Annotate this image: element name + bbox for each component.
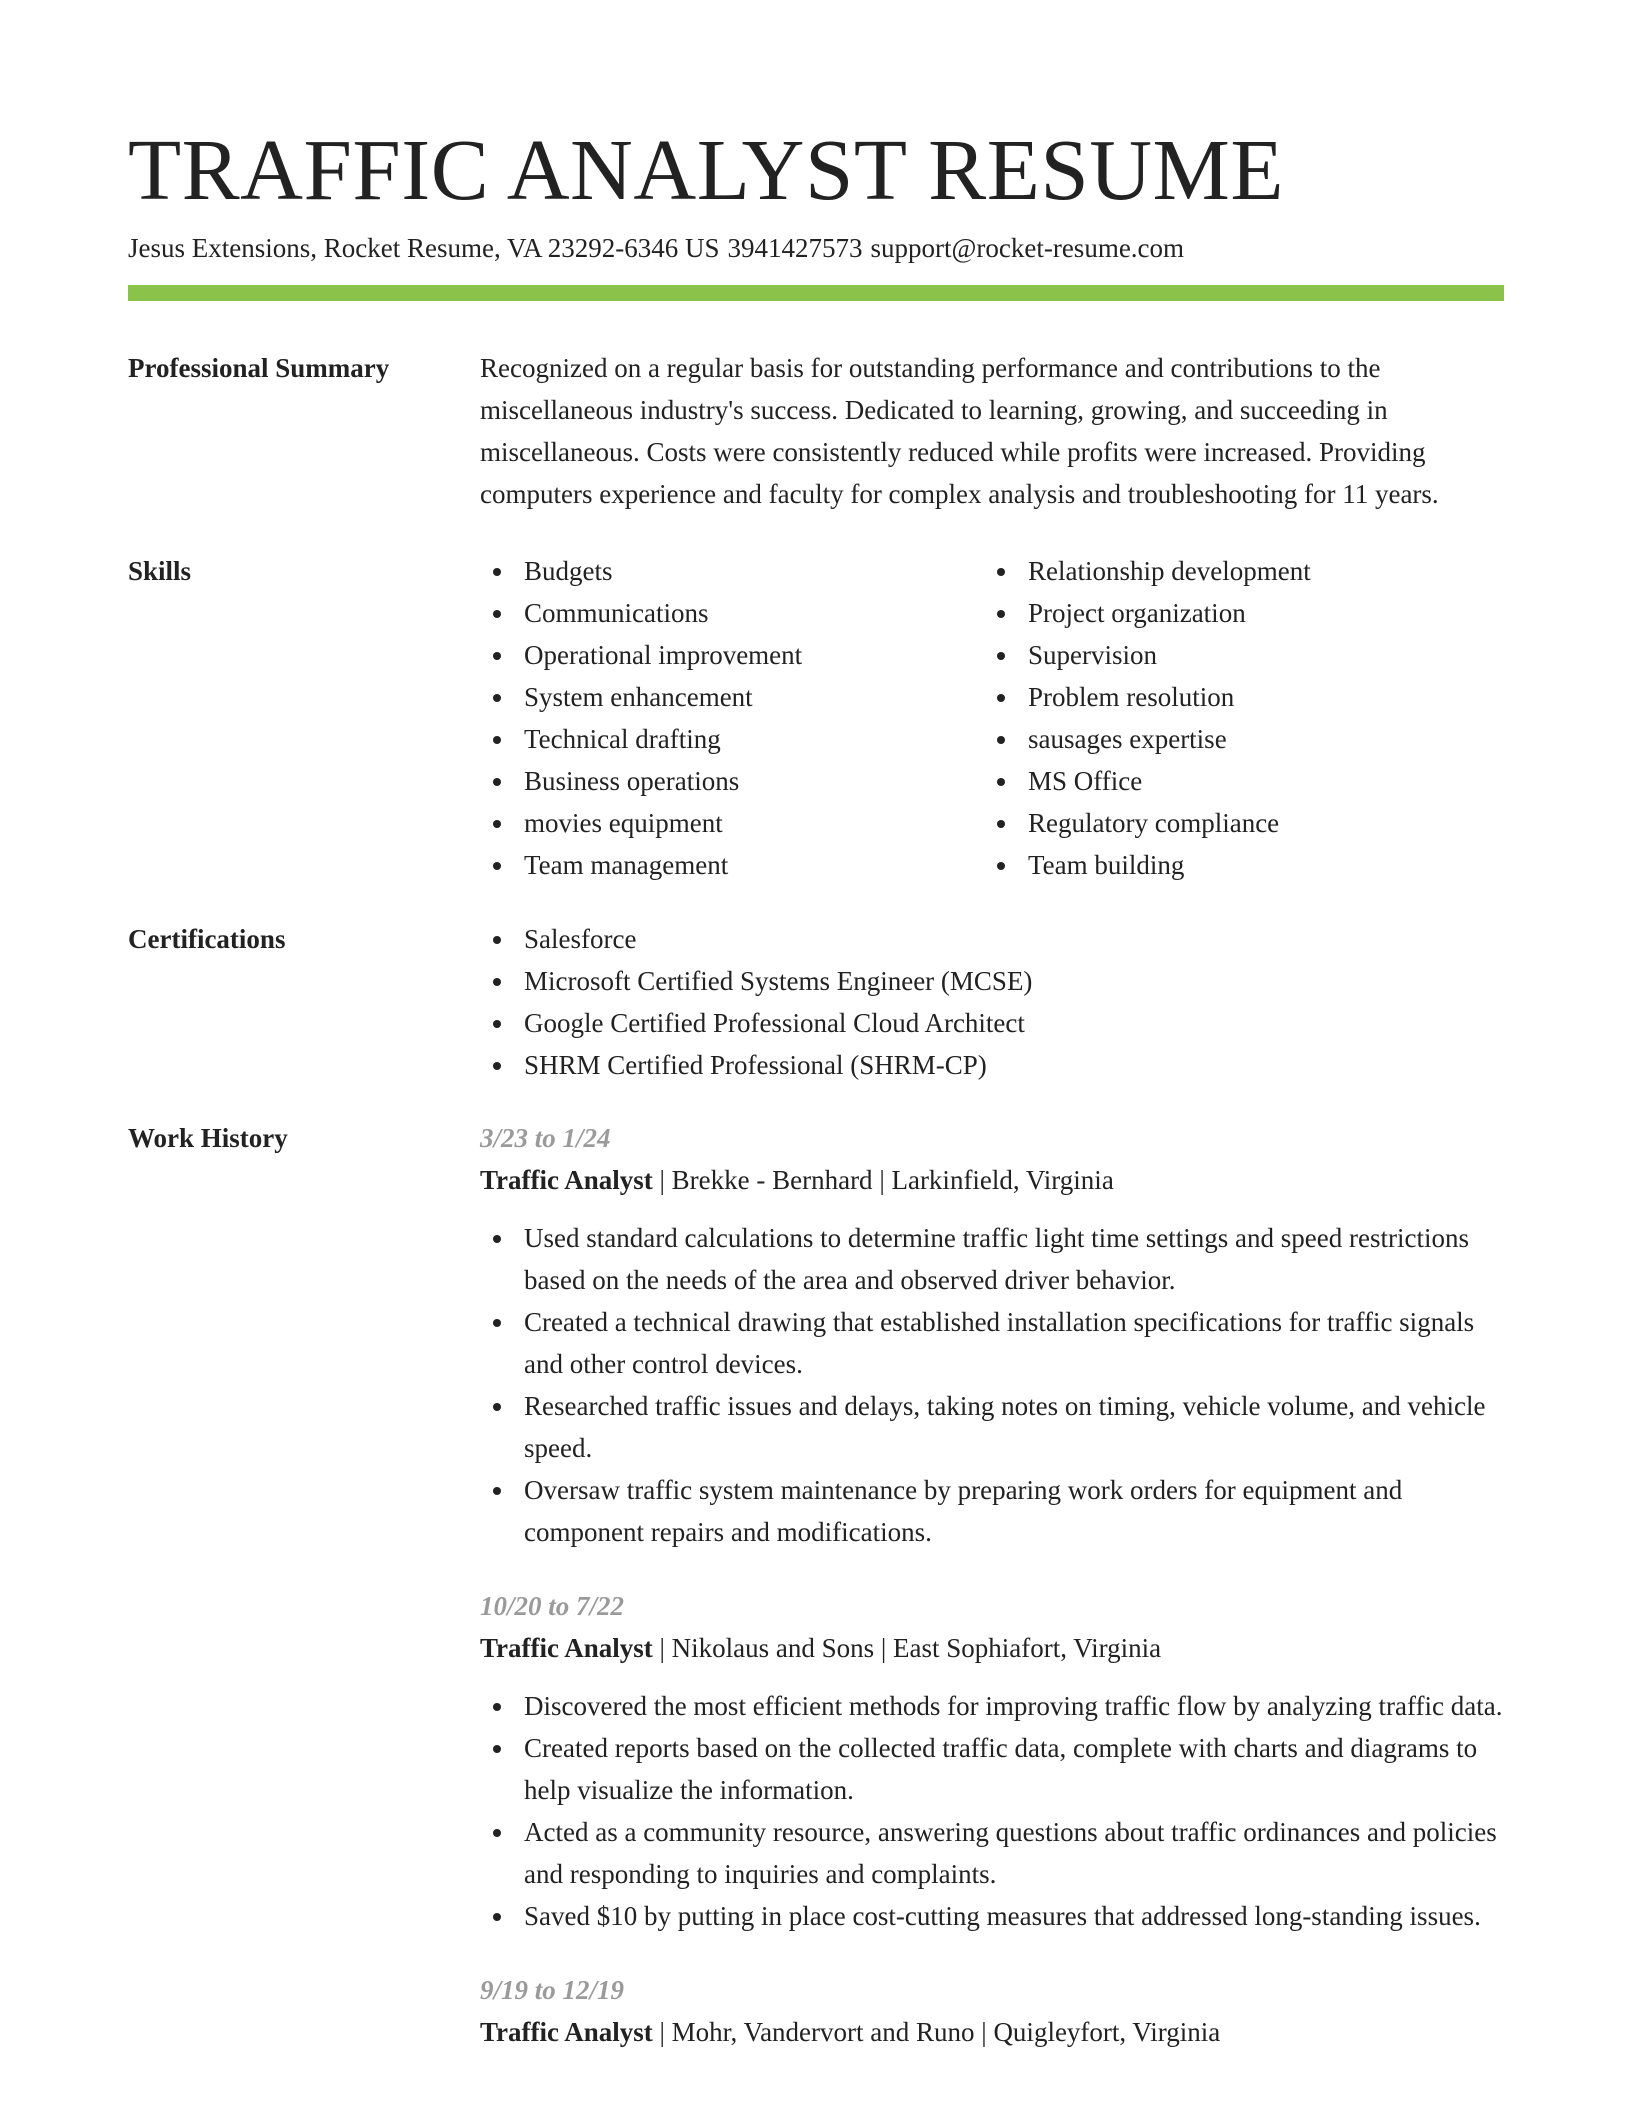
- skill-item: Technical drafting: [480, 718, 984, 760]
- job-title-line: Traffic Analyst | Mohr, Vandervort and Runo | Quigleyfort, Virginia: [480, 2017, 1221, 2047]
- work-history-heading: Work History: [128, 1123, 288, 1153]
- job-role: Traffic Analyst: [480, 2017, 653, 2047]
- job-role: Traffic Analyst: [480, 1633, 653, 1663]
- skill-item: Operational improvement: [480, 634, 984, 676]
- certification-item: Salesforce: [480, 918, 1504, 960]
- job-location: Larkinfield, Virginia: [891, 1165, 1114, 1195]
- skills-list-left: [480, 550, 984, 886]
- certification-item: Google Certified Professional Cloud Architect: [480, 1002, 1504, 1044]
- job-role: Traffic Analyst: [480, 1165, 653, 1195]
- job-dates: 3/23 to 1/24: [480, 1123, 611, 1153]
- job-bullet: Created reports based on the collected traffic data, complete with charts and diagrams to help visualize the information.: [480, 1727, 1504, 1811]
- skill-item: Relationship development: [984, 550, 1488, 592]
- job-entry: [480, 1585, 1504, 1937]
- skill-item: Problem resolution: [984, 676, 1488, 718]
- contact-email: support@rocket-resume.com: [870, 233, 1185, 263]
- job-title-line: Traffic Analyst | Nikolaus and Sons | East Sophiafort, Virginia: [480, 1633, 1162, 1663]
- skill-item: Communications: [480, 592, 984, 634]
- certification-item: Microsoft Certified Systems Engineer (MCSE): [480, 960, 1504, 1002]
- job-entry: [480, 1969, 1504, 2053]
- job-location: East Sophiafort, Virginia: [893, 1633, 1162, 1663]
- job-location: Quigleyfort, Virginia: [993, 2017, 1221, 2047]
- job-bullet: Created a technical drawing that established installation specifications for traffic signals and other control devices.: [480, 1301, 1504, 1385]
- contact-line: [128, 230, 1184, 266]
- skill-item: sausages expertise: [984, 718, 1488, 760]
- job-bullet: Oversaw traffic system maintenance by preparing work orders for equipment and component repairs and modifications.: [480, 1469, 1504, 1553]
- summary-heading: Professional Summary: [128, 353, 390, 383]
- skill-item: Team management: [480, 844, 984, 886]
- job-title-line: Traffic Analyst | Brekke - Bernhard | Larkinfield, Virginia: [480, 1165, 1114, 1195]
- job-bullet-list: [480, 1685, 1504, 1937]
- skill-item: System enhancement: [480, 676, 984, 718]
- contact-address: Jesus Extensions, Rocket Resume, VA 23292-6346 US: [128, 233, 720, 263]
- skill-item: Business operations: [480, 760, 984, 802]
- job-bullet: Acted as a community resource, answering questions about traffic ordinances and policies and responding to inquiries and complaints.: [480, 1811, 1504, 1895]
- job-company: Mohr, Vandervort and Runo: [671, 2017, 975, 2047]
- skill-item: Budgets: [480, 550, 984, 592]
- job-bullet: Used standard calculations to determine traffic light time settings and speed restrictions based on the needs of the area and observed driver behavior.: [480, 1217, 1504, 1301]
- certifications-heading: Certifications: [128, 924, 286, 954]
- skill-item: Supervision: [984, 634, 1488, 676]
- job-dates: 9/19 to 12/19: [480, 1975, 625, 2005]
- skill-item: Project organization: [984, 592, 1488, 634]
- accent-divider: [128, 285, 1504, 301]
- certification-item: SHRM Certified Professional (SHRM-CP): [480, 1044, 1504, 1086]
- skill-item: movies equipment: [480, 802, 984, 844]
- skills-list-right: [984, 550, 1488, 886]
- job-bullet: Discovered the most efficient methods for improving traffic flow by analyzing traffic data.: [480, 1685, 1504, 1727]
- skill-item: Team building: [984, 844, 1488, 886]
- job-bullet-list: [480, 1217, 1504, 1553]
- job-bullet: Researched traffic issues and delays, taking notes on timing, vehicle volume, and vehicle speed.: [480, 1385, 1504, 1469]
- resume-title: TRAFFIC ANALYST RESUME: [128, 121, 1285, 218]
- job-bullet: Saved $10 by putting in place cost-cutting measures that addressed long-standing issues.: [480, 1895, 1504, 1937]
- job-company: Brekke - Bernhard: [671, 1165, 873, 1195]
- skill-item: MS Office: [984, 760, 1488, 802]
- skill-item: Regulatory compliance: [984, 802, 1488, 844]
- job-dates: 10/20 to 7/22: [480, 1591, 625, 1621]
- summary-text: Recognized on a regular basis for outstanding performance and contributions to the miscellaneous industry's success. Dedicated to learning, growing, and succeeding in miscellaneous. Costs were consistently reduced while profits were increased. Providing computers experience and faculty for complex analysis and troubleshooting for 11 years.: [480, 353, 1439, 509]
- skills-heading: Skills: [128, 556, 192, 586]
- contact-phone: 3941427573: [727, 233, 863, 263]
- job-entry: [480, 1117, 1504, 1553]
- certifications-list: [480, 918, 1504, 1086]
- job-company: Nikolaus and Sons: [671, 1633, 875, 1663]
- work-history-jobs: [480, 1117, 1504, 2085]
